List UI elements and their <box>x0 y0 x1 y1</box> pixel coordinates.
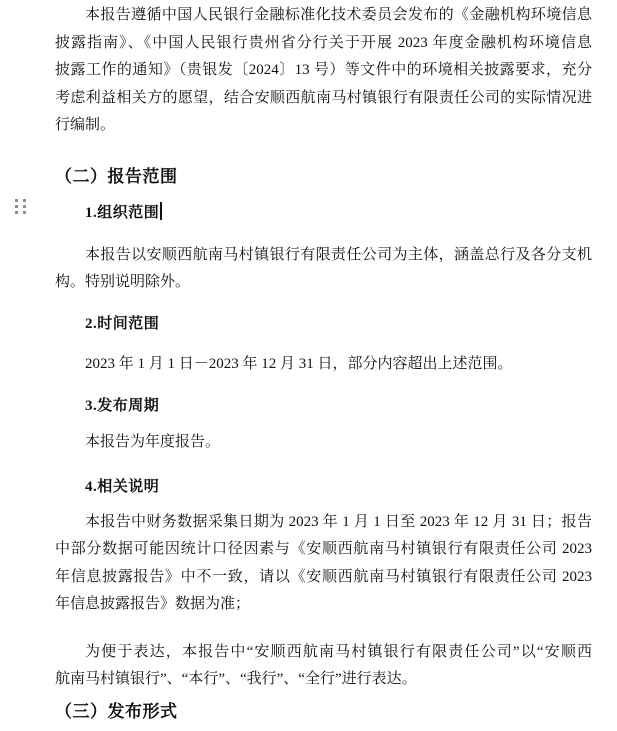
text-line: 年信息披露报告》数据为准； <box>55 596 251 612</box>
text-cursor <box>160 202 162 220</box>
text-line: 本报告以安顺西航南马村镇银行有限责任公司为主体，涵盖总行及各分支机 <box>85 246 592 263</box>
paragraph-time-scope[interactable] <box>55 351 592 379</box>
text-line: 本报告为年度报告。 <box>85 434 221 450</box>
text-line: 披露指南》、《中国人民银行贵州省分行关于开展 2023 年度金融机构环境信息 <box>55 34 592 51</box>
paragraph-naming-convention[interactable] <box>55 639 592 694</box>
text-line: 本报告中财务数据采集日期为 2023 年 1 月 1 日至 2023 年 12 月 31 日；报告 <box>85 513 592 530</box>
text-line: 披露工作的通知》（贵银发〔2024〕13 号）等文件中的环境相关披露要求，充分 <box>55 62 592 78</box>
text-line: 2023 年 1 月 1 日－2023 年 12 月 31 日，部分内容超出上述范围。 <box>85 355 513 372</box>
text-line: 航南马村镇银行”、“本行”、“我行”、“全行”进行表达。 <box>55 671 417 687</box>
heading-publication-form[interactable]: （三）发布形式 <box>55 701 178 721</box>
paragraph-organization-scope[interactable] <box>55 242 592 297</box>
text-line: 构。特别说明除外。 <box>55 274 191 290</box>
text-line: 为便于表达，本报告中“安顺西航南马村镇银行有限责任公司”以“安顺西 <box>85 643 592 660</box>
drag-handle-icon[interactable] <box>15 199 26 214</box>
heading-organization-scope[interactable] <box>85 201 592 225</box>
drag-handle-dot <box>15 205 18 208</box>
heading-time-scope[interactable]: 2.时间范围 <box>85 315 160 332</box>
drag-handle-dot <box>15 211 18 214</box>
text-line: 本报告遵循中国人民银行金融标准化技术委员会发布的《金融机构环境信息 <box>85 7 592 23</box>
heading-report-scope[interactable]: （二）报告范围 <box>55 166 178 186</box>
drag-handle-dot <box>23 205 26 208</box>
drag-handle-dot <box>23 211 26 214</box>
document-content <box>55 0 592 724</box>
heading-publication-cycle[interactable]: 3.发布周期 <box>85 398 160 414</box>
paragraph-intro[interactable] <box>55 2 592 140</box>
paragraph-data-collection[interactable] <box>55 509 592 619</box>
text-line: 中部分数据可能因统计口径因素与《安顺西航南马村镇银行有限责任公司 2023 <box>55 541 592 557</box>
text-line: 考虑利益相关方的愿望，结合安顺西航南马村镇银行有限责任公司的实际情况进 <box>55 89 592 106</box>
text-line: 行编制。 <box>55 117 116 133</box>
text-line: 年信息披露报告》中不一致，请以《安顺西航南马村镇银行有限责任公司 2023 <box>55 568 592 585</box>
paragraph-publication-cycle[interactable] <box>55 429 592 457</box>
heading-related-notes[interactable]: 4.相关说明 <box>85 478 160 495</box>
drag-handle-dot <box>15 199 18 202</box>
drag-handle-dot <box>23 199 26 202</box>
heading-text: 1.组织范围 <box>85 204 160 221</box>
